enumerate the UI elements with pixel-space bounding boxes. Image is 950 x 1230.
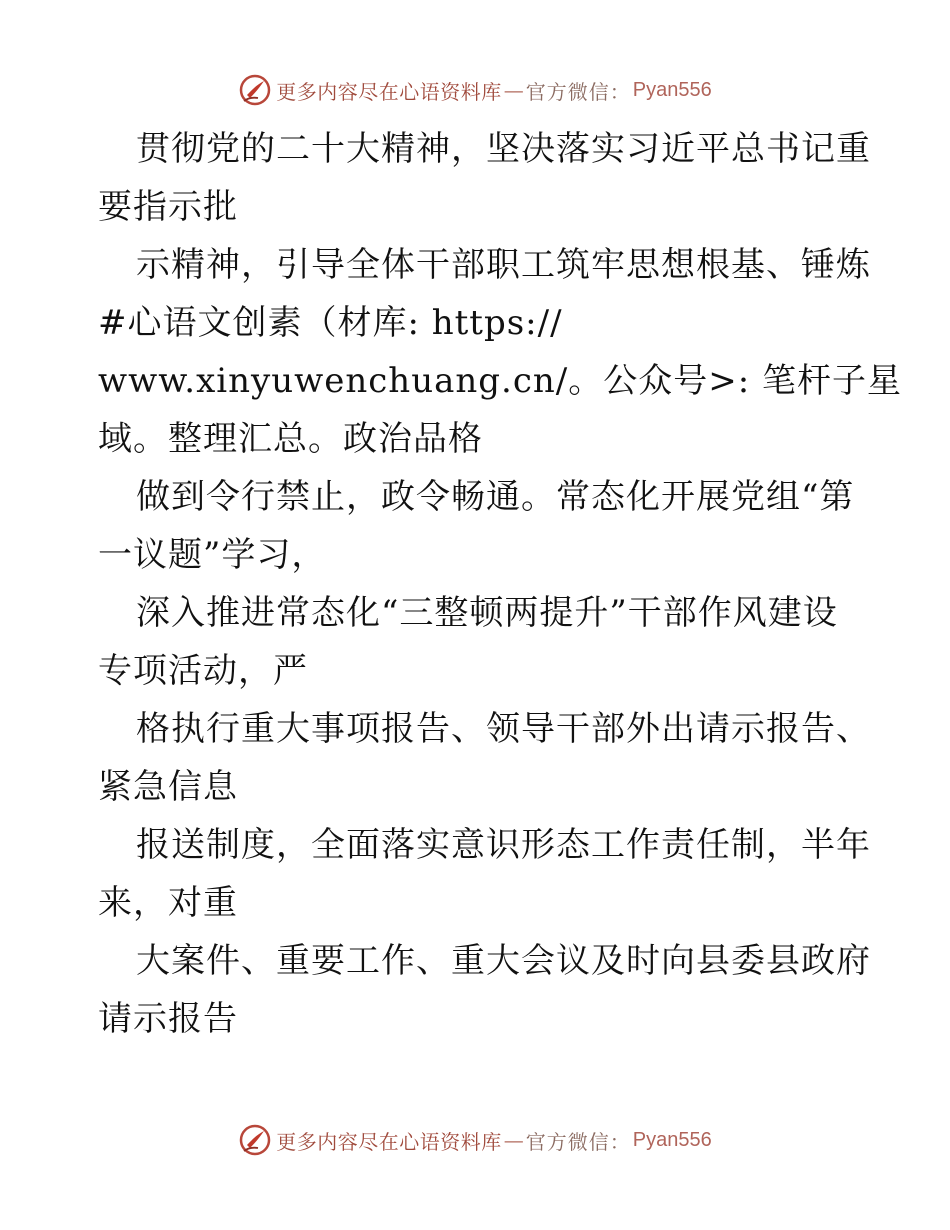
paragraph-line: 做到令行禁止，政令畅通。常态化开展党组“第 xyxy=(136,477,855,517)
watermark-dash: — xyxy=(503,78,524,102)
paragraph-line: 贯彻党的二十大精神，坚决落实习近平总书记重 xyxy=(136,129,871,169)
watermark-dash: — xyxy=(503,1128,524,1152)
paragraph-line: 请示报告 xyxy=(98,999,238,1039)
paragraph-line: 来，对重 xyxy=(98,883,238,923)
paragraph-line: 报送制度，全面落实意识形态工作责任制，半年 xyxy=(136,825,871,865)
paragraph-line: 深入推进常态化“三整顿两提升”干部作风建设 xyxy=(136,593,838,633)
watermark-wechat-label: 官方微信： xyxy=(525,79,631,104)
paragraph-line: 格执行重大事项报告、领导干部外出请示报告、 xyxy=(136,709,871,749)
paragraph-line: 要指示批 xyxy=(98,187,238,227)
paragraph-line: #心语文创素（材库: https:// xyxy=(98,303,563,343)
document-body xyxy=(98,120,902,1048)
paragraph-line: 示精神，引导全体干部职工筑牢思想根基、锤炼 xyxy=(136,245,871,285)
paragraph-line: 大案件、重要工作、重大会议及时向县委县政府 xyxy=(136,941,871,981)
pen-logo-icon xyxy=(238,1123,272,1157)
watermark-main-text: 更多内容尽在心语资料库 xyxy=(276,1129,502,1154)
pen-logo-icon xyxy=(238,73,272,107)
paragraph-line: 专项活动，严 xyxy=(98,651,308,691)
watermark-wechat-label: 官方微信： xyxy=(525,1129,631,1154)
footer-watermark-banner xyxy=(0,1120,950,1160)
paragraph-line: www.xinyuwenchuang.cn/。公众号>: 笔杆子星 xyxy=(98,361,902,401)
watermark-wechat-id: Pyan556 xyxy=(632,78,712,101)
paragraph-line: 一议题”学习， xyxy=(98,535,327,575)
paragraph-line: 域。整理汇总。政治品格 xyxy=(98,419,483,459)
paragraph-line: 紧急信息 xyxy=(98,767,238,807)
watermark-main-text: 更多内容尽在心语资料库 xyxy=(276,79,502,104)
header-watermark-banner xyxy=(0,70,950,110)
watermark-wechat-id: Pyan556 xyxy=(632,1128,712,1151)
